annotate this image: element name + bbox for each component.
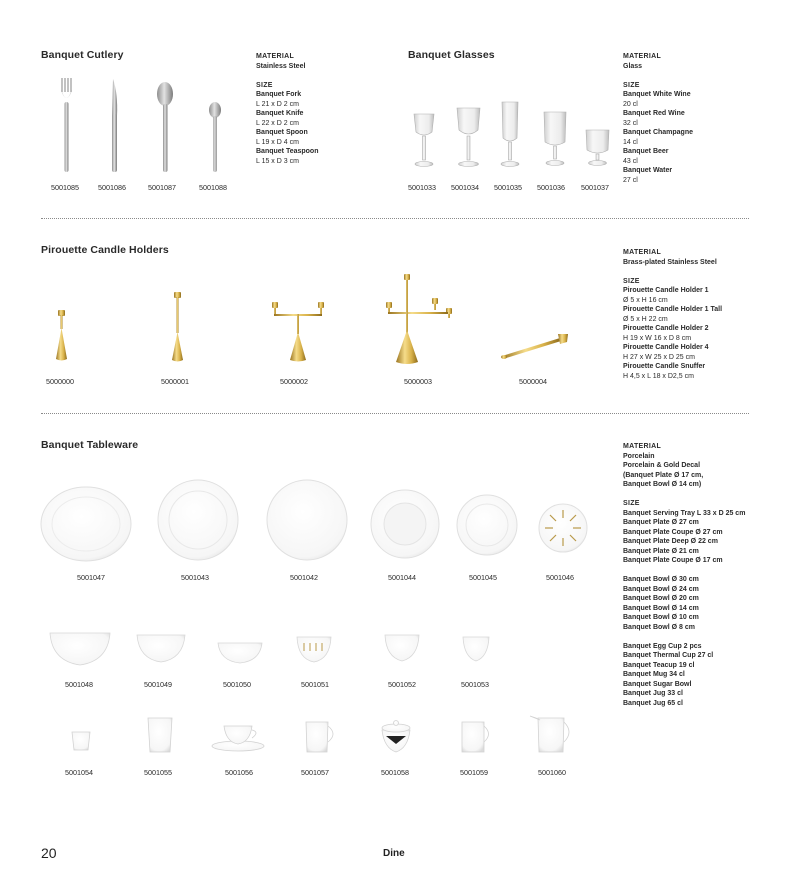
info-line: Banquet Red Wine: [623, 110, 685, 117]
info-line: 14 cl: [623, 138, 638, 146]
cutlery-info: [256, 52, 318, 166]
glasses-info: [623, 52, 693, 185]
info-line: Banquet Knife: [256, 110, 304, 117]
info-line: Porcelain: [623, 452, 655, 460]
info-line: Banquet Plate Deep Ø 22 cm: [623, 538, 718, 545]
info-line: Porcelain & Gold Decal: [623, 462, 701, 469]
info-line: Pirouette Candle Holder 2: [623, 325, 709, 332]
info-line: H 27 x W 25 x D 25 cm: [623, 353, 695, 361]
info-line: L 22 x D 2 cm: [256, 119, 299, 127]
product-code: 5001088: [199, 183, 227, 192]
info-heading: SIZE: [256, 81, 273, 89]
product-code: 5000000: [46, 377, 74, 386]
product-code: 5000002: [280, 377, 308, 386]
candles-info: [623, 248, 722, 381]
product-code: 5001085: [51, 183, 79, 192]
bowl-30-image: [50, 633, 110, 665]
product-code: 5001059: [460, 768, 488, 777]
product-code: 5001046: [546, 573, 574, 582]
product-code: 5001051: [301, 680, 329, 689]
info-line: Banquet Sugar Bowl: [623, 680, 692, 688]
info-line: Banquet Bowl Ø 14 cm: [623, 604, 699, 612]
info-line: L 21 x D 2 cm: [256, 100, 299, 108]
info-heading: MATERIAL: [623, 249, 662, 256]
product-code: 5001055: [144, 768, 172, 777]
section-divider: [41, 413, 749, 414]
product-code: 5000003: [404, 377, 432, 386]
product-code: 5001056: [225, 768, 253, 777]
bowl-24-image: [137, 635, 185, 662]
cutlery-images: [52, 78, 232, 173]
info-spacer: [623, 632, 745, 642]
thermal-cup-image: [148, 718, 172, 752]
teacup-image: [212, 726, 264, 751]
info-line: Banquet Bowl Ø 24 cm: [623, 585, 699, 593]
product-code: 5001050: [223, 680, 251, 689]
product-code: 5001037: [581, 183, 609, 192]
candle-holder-4-image: [386, 274, 452, 364]
product-code: 5001058: [381, 768, 409, 777]
white-wine-glass-image: [414, 114, 434, 167]
candle-holder-1-image: [56, 310, 67, 361]
info-line: Banquet Plate Coupe Ø 27 cm: [623, 528, 723, 536]
bowl-8-image: [463, 637, 489, 661]
info-line: Pirouette Candle Holder 1 Tall: [623, 306, 723, 313]
product-code: 5001047: [77, 573, 105, 582]
info-line: Banquet Bowl Ø 14 cm): [623, 481, 702, 488]
plate-coupe-17-gold-image: [539, 504, 587, 552]
info-line: Banquet Bowl Ø 8 cm: [623, 623, 695, 631]
product-code: 5001049: [144, 680, 172, 689]
cutlery-section-title: Banquet Cutlery: [41, 49, 124, 61]
product-code: 5001036: [537, 183, 565, 192]
beer-glass-image: [544, 112, 566, 166]
product-code: 5001033: [408, 183, 436, 192]
product-code: 5000004: [519, 377, 547, 386]
info-spacer: [623, 490, 745, 500]
info-line: Banquet Bowl Ø 30 cm: [623, 576, 699, 583]
candle-snuffer-image: [501, 334, 568, 359]
candles-section-title: Pirouette Candle Holders: [41, 244, 169, 256]
info-line: Banquet Jug 33 cl: [623, 690, 683, 697]
info-line: Banquet Bowl Ø 10 cm: [623, 614, 699, 621]
product-code: 5001044: [388, 573, 416, 582]
info-line: Ø 5 x H 16 cm: [623, 296, 668, 304]
glasses-section-title: Banquet Glasses: [408, 49, 495, 61]
info-heading: SIZE: [623, 81, 640, 89]
info-line: Banquet Jug 65 cl: [623, 699, 683, 707]
info-heading: MATERIAL: [623, 53, 662, 60]
egg-cup-image: [72, 732, 90, 750]
info-heading: MATERIAL: [256, 53, 295, 60]
tableware-section-title: Banquet Tableware: [41, 439, 139, 451]
info-line: Banquet Teaspoon: [256, 148, 319, 155]
spoon-image: [157, 82, 173, 172]
info-line: Banquet Champagne: [623, 129, 694, 136]
candle-holder-2-image: [272, 302, 324, 362]
info-line: Banquet Spoon: [256, 129, 308, 136]
cups-images: [60, 712, 590, 760]
fork-image: [61, 78, 72, 172]
bowls-images: [40, 625, 510, 670]
product-code: 5001045: [469, 573, 497, 582]
info-heading: MATERIAL: [623, 443, 662, 450]
info-line: Banquet Thermal Cup 27 cl: [623, 652, 714, 659]
jug-65-image: [530, 716, 569, 752]
info-line: 27 cl: [623, 176, 638, 184]
info-line: Pirouette Candle Holder 1: [623, 287, 709, 294]
product-code: 5001052: [388, 680, 416, 689]
plates-images: [38, 478, 598, 568]
info-spacer: [256, 71, 318, 81]
product-code: 5001057: [301, 768, 329, 777]
info-heading: SIZE: [623, 277, 640, 285]
info-line: Banquet Serving Tray L 33 x D 25 cm: [623, 509, 746, 517]
plate-21-image: [457, 495, 517, 555]
info-spacer: [623, 566, 745, 576]
info-spacer: [623, 71, 693, 81]
tableware-info: [623, 442, 745, 708]
info-line: Banquet Teacup 19 cl: [623, 661, 695, 669]
plate-coupe-27-image: [267, 480, 347, 560]
info-line: Banquet Water: [623, 167, 673, 174]
info-line: Banquet Egg Cup 2 pcs: [623, 642, 702, 650]
teaspoon-image: [209, 102, 221, 172]
info-line: H 19 x W 16 x D 8 cm: [623, 334, 692, 342]
info-line: Banquet Plate Ø 27 cm: [623, 519, 699, 526]
info-line: 32 cl: [623, 119, 638, 127]
champagne-glass-image: [501, 102, 519, 167]
red-wine-glass-image: [457, 108, 480, 167]
info-line: Banquet Beer: [623, 148, 669, 155]
info-line: Brass-plated Stainless Steel: [623, 258, 717, 266]
info-line: L 15 x D 3 cm: [256, 157, 299, 165]
section-divider: [41, 218, 749, 219]
info-line: Stainless Steel: [256, 62, 306, 70]
product-code: 5001054: [65, 768, 93, 777]
info-line: Banquet Mug 34 cl: [623, 671, 685, 678]
product-code: 5001087: [148, 183, 176, 192]
info-line: 43 cl: [623, 157, 638, 165]
info-line: Banquet Fork: [256, 91, 302, 98]
info-line: H 4,5 x L 18 x D2,5 cm: [623, 372, 694, 380]
info-line: Glass: [623, 62, 643, 70]
bowl-10-image: [385, 635, 419, 661]
product-code: 5001034: [451, 183, 479, 192]
info-line: (Banquet Plate Ø 17 cm,: [623, 471, 704, 479]
product-code: 5001060: [538, 768, 566, 777]
product-code: 5001048: [65, 680, 93, 689]
info-line: Banquet Plate Coupe Ø 17 cm: [623, 557, 723, 564]
serving-tray-image: [41, 487, 131, 561]
info-line: L 19 x D 4 cm: [256, 138, 299, 146]
product-code: 5001035: [494, 183, 522, 192]
footer-section-title: Dine: [383, 848, 405, 859]
water-glass-image: [586, 130, 609, 166]
info-spacer: [623, 267, 722, 277]
product-code: 5001086: [98, 183, 126, 192]
info-line: Pirouette Candle Holder 4: [623, 344, 709, 351]
candle-holder-images: [40, 272, 600, 367]
info-line: Ø 5 x H 22 cm: [623, 315, 668, 323]
product-code: 5001043: [181, 573, 209, 582]
plate-27-image: [158, 480, 238, 560]
product-code: 5000001: [161, 377, 189, 386]
product-code: 5001042: [290, 573, 318, 582]
info-line: Banquet Bowl Ø 20 cm: [623, 595, 699, 602]
product-code: 5001053: [461, 680, 489, 689]
bowl-20-image: [218, 643, 262, 663]
jug-33-image: [462, 722, 489, 752]
page-number: 20: [41, 845, 57, 861]
info-line: Banquet White Wine: [623, 91, 691, 98]
plate-deep-22-image: [371, 490, 439, 558]
candle-holder-1-tall-image: [172, 292, 183, 362]
info-line: Pirouette Candle Snuffer: [623, 363, 706, 370]
bowl-14-gold-image: [297, 637, 331, 662]
info-line: Banquet Plate Ø 21 cm: [623, 547, 699, 555]
info-heading: SIZE: [623, 500, 640, 507]
info-line: 20 cl: [623, 100, 638, 108]
glasses-images: [405, 98, 620, 170]
mug-image: [306, 722, 333, 752]
knife-image: [112, 79, 117, 172]
